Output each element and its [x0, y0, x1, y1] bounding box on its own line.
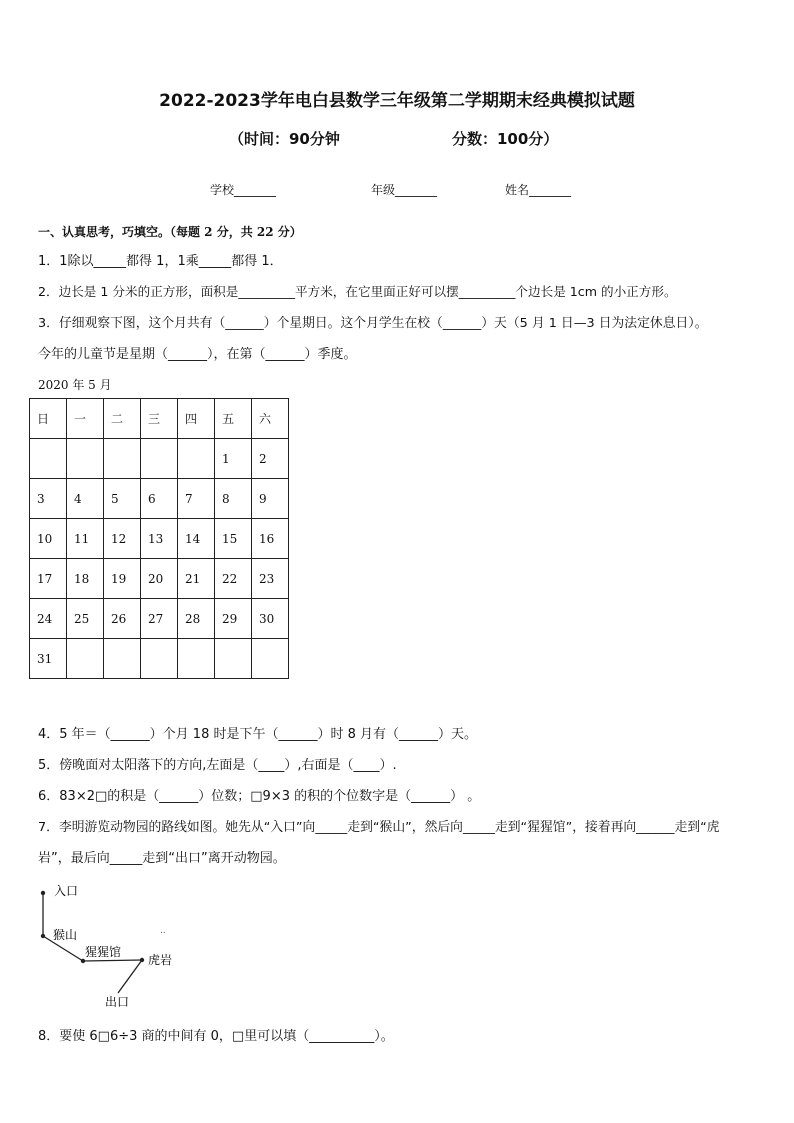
calendar-day-cell: 28 [178, 599, 215, 639]
entrance-point [41, 891, 45, 895]
section-heading: 一、认真思考，巧填空。（每题 2 分，共 22 分） [38, 225, 302, 239]
question-3-line-2: 今年的儿童节是星期（______），在第（______）季度。 [38, 347, 357, 362]
calendar-day-cell: 5 [104, 479, 141, 519]
calendar-weekday-cell: 五 [215, 399, 252, 439]
calendar-day-cell: 16 [252, 519, 289, 559]
gorilla-point [81, 959, 85, 963]
calendar-day-cell: 3 [30, 479, 67, 519]
question-7-line-2: 岩”，最后向_____走到“出口”离开动物园。 [38, 851, 286, 866]
calendar-day-cell [104, 439, 141, 479]
calendar-weekday-cell: 四 [178, 399, 215, 439]
calendar-day-cell: 23 [252, 559, 289, 599]
question-8: 8．要使 6□6÷3 商的中间有 0，□里可以填（__________）。 [38, 1029, 394, 1044]
monkey-point [41, 934, 45, 938]
calendar-day-cell [252, 639, 289, 679]
question-7-line-1: 7．李明游览动物园的路线如图。她先从“入口”向_____走到“猴山”，然后向_____走到“猩猩馆”，接着再向______走到“虎 [38, 820, 720, 835]
calendar-week-row [30, 519, 289, 559]
exam-score: 分数：100分） [452, 130, 559, 148]
question-2: 2．边长是 1 分米的正方形，面积是_________平方米，在它里面正好可以摆_________个边长是 1cm 的小正方形。 [38, 284, 677, 299]
map-label-monkey: 猴山 [53, 928, 78, 942]
calendar-day-cell: 1 [215, 439, 252, 479]
calendar-caption: 2020 年 5 月 [38, 378, 112, 392]
calendar-weekday-cell: 三 [141, 399, 178, 439]
calendar-day-cell [67, 639, 104, 679]
calendar-weekday-cell: 六 [252, 399, 289, 439]
tiger-point [140, 958, 144, 962]
calendar-day-cell: 20 [141, 559, 178, 599]
map-label-entrance: 入口 [54, 884, 79, 898]
calendar-weekday-cell: 日 [30, 399, 67, 439]
calendar-day-cell [178, 639, 215, 679]
calendar-day-cell: 21 [178, 559, 215, 599]
map-label-gorilla: 猩猩馆 [85, 945, 122, 959]
calendar-day-cell: 6 [141, 479, 178, 519]
question-3-line-1: 3．仔细观察下图，这个月共有（______）个星期日。这个月学生在校（______）天（5 月 1 日—3 日为法定休息日）。 [38, 316, 708, 331]
calendar-day-cell: 4 [67, 479, 104, 519]
calendar-week-row [30, 559, 289, 599]
grade-field: 年级_______ [371, 183, 438, 197]
map-dots: .. [160, 926, 166, 936]
exam-time: （时间：90分钟 [229, 130, 340, 148]
school-field: 学校_______ [210, 183, 277, 197]
map-label-tiger: 虎岩 [148, 953, 173, 967]
calendar-day-cell [141, 439, 178, 479]
calendar-day-cell: 9 [252, 479, 289, 519]
calendar-day-cell: 2 [252, 439, 289, 479]
name-field: 姓名_______ [505, 183, 572, 197]
route-tiger-exit [118, 960, 142, 993]
calendar-day-cell: 7 [178, 479, 215, 519]
calendar-day-cell: 25 [67, 599, 104, 639]
question-5: 5．傍晚面对太阳落下的方向,左面是（____）,右面是（____）. [38, 758, 397, 773]
calendar-day-cell: 19 [104, 559, 141, 599]
calendar-day-cell: 10 [30, 519, 67, 559]
calendar-day-cell: 15 [215, 519, 252, 559]
route-gorilla-tiger [83, 960, 142, 961]
calendar-day-cell [67, 439, 104, 479]
question-4: 4．5 年＝（______）个月 18 时是下午（______）时 8 月有（______）天。 [38, 727, 478, 742]
calendar-day-cell: 11 [67, 519, 104, 559]
calendar-day-cell: 17 [30, 559, 67, 599]
calendar-day-cell: 8 [215, 479, 252, 519]
calendar-day-cell: 30 [252, 599, 289, 639]
calendar-week-row [30, 439, 289, 479]
calendar-day-cell: 12 [104, 519, 141, 559]
page-title: 2022-2023学年电白县数学三年级第二学期期末经典模拟试题 [159, 91, 635, 111]
calendar-day-cell [215, 639, 252, 679]
calendar-day-cell [141, 639, 178, 679]
calendar-day-cell: 18 [67, 559, 104, 599]
calendar-day-cell: 26 [104, 599, 141, 639]
map-label-exit: 出口 [105, 995, 130, 1009]
calendar-day-cell: 14 [178, 519, 215, 559]
calendar-day-cell [178, 439, 215, 479]
calendar-day-cell: 27 [141, 599, 178, 639]
question-6: 6．83×2□的积是（______）位数；□9×3 的积的个位数字是（______） 。 [38, 789, 481, 804]
calendar-day-cell: 24 [30, 599, 67, 639]
calendar-weekday-cell: 一 [67, 399, 104, 439]
calendar-week-row [30, 599, 289, 639]
calendar-week-row [30, 479, 289, 519]
calendar-day-cell: 31 [30, 639, 67, 679]
calendar-table [29, 398, 289, 679]
calendar-header-row [30, 399, 289, 439]
calendar-day-cell [30, 439, 67, 479]
question-1: 1．1除以_____都得 1，1乘_____都得 1． [38, 254, 283, 269]
calendar-day-cell [104, 639, 141, 679]
calendar-week-row [30, 639, 289, 679]
route-map [30, 878, 210, 1013]
calendar-day-cell: 29 [215, 599, 252, 639]
calendar-weekday-cell: 二 [104, 399, 141, 439]
calendar-day-cell: 13 [141, 519, 178, 559]
calendar-day-cell: 22 [215, 559, 252, 599]
